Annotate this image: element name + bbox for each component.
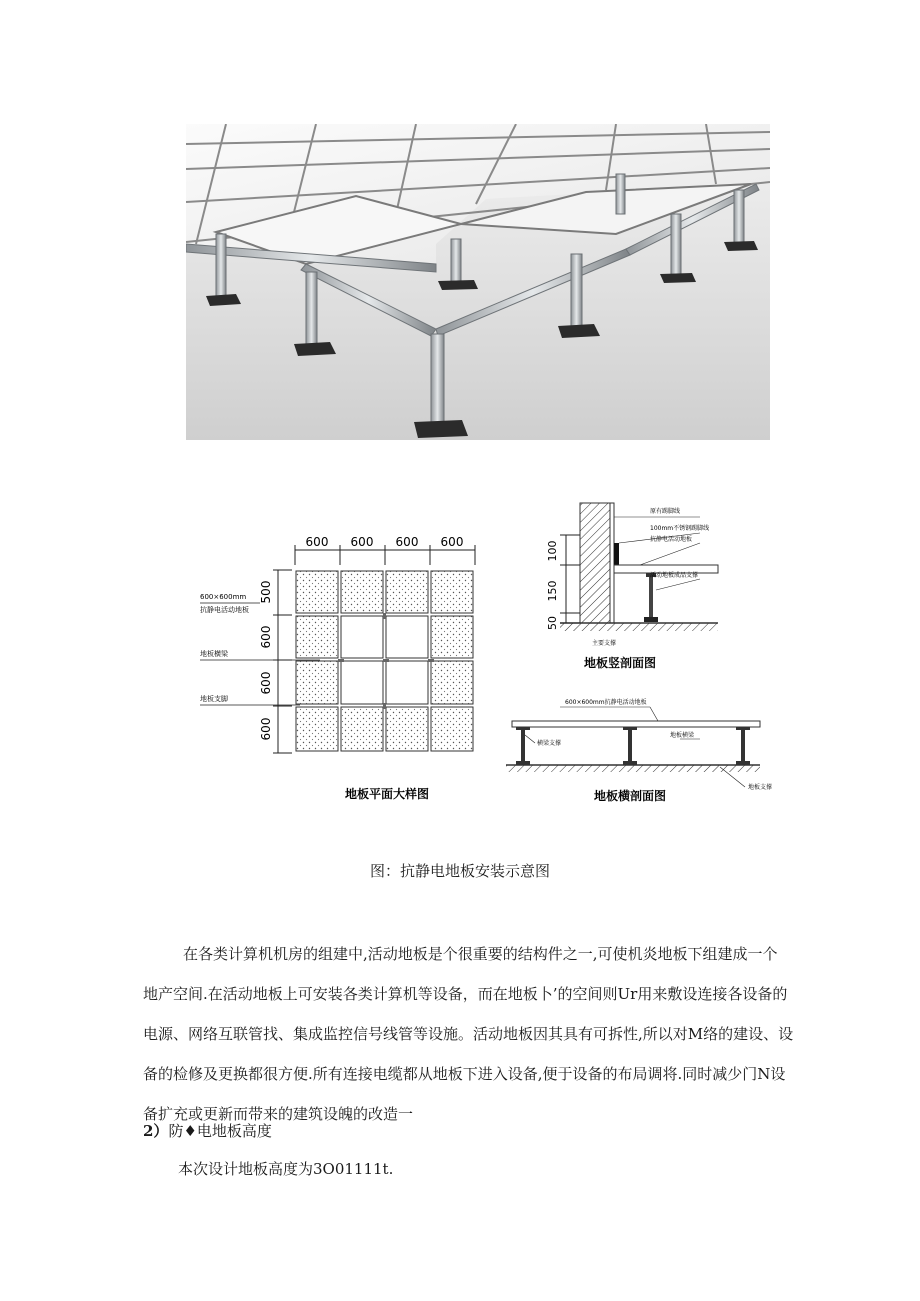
plan-callout-size: 600×600mm	[200, 593, 247, 601]
plan-view	[200, 535, 475, 801]
plan-left-dim: 600	[259, 671, 273, 695]
vertical-section-title: 地板竖剖面图	[583, 656, 657, 670]
plan-callout-beam: 地板横梁	[200, 650, 228, 658]
vsec-dim: 150	[546, 580, 559, 602]
section-number: 2）	[143, 1122, 169, 1140]
plan-left-dim: 600	[259, 625, 273, 649]
plan-top-dim: 600	[440, 535, 464, 549]
paragraph-line: 地产空间.在活动地板上可安装各类计算机等设备，而在地板卜’的空间则Ur用来敷设连接各设备的	[143, 985, 788, 1003]
paragraph-line: 在各类计算机机房的组建中,活动地板是个很重要的结构件之一,可使机炎地板下组建成一个	[183, 945, 778, 963]
plan-top-dim: 600	[395, 535, 419, 549]
plan-callout-leg: 地板支脚	[200, 695, 228, 703]
vsec-callout: 抗静电活动地板	[650, 536, 693, 543]
hsec-callout: 横梁支撑	[537, 740, 562, 747]
body-paragraph	[143, 934, 815, 1134]
installation-drawing	[200, 495, 780, 815]
plan-left-dim: 600	[259, 717, 273, 741]
horizontal-section-title: 地板横剖面图	[593, 789, 667, 803]
plan-callout-panel: 抗静电活动地板	[200, 606, 249, 614]
paragraph-line: 备扩充或更新而带来的建筑设魄的改造一	[143, 1105, 414, 1123]
vsec-callout: 活动地板成品支撑	[650, 572, 699, 579]
raised-floor-photo	[186, 124, 770, 440]
vsec-callout: 原有踢脚线	[650, 508, 681, 515]
hsec-callout: 地板支撑	[748, 784, 773, 791]
vertical-section	[546, 503, 718, 670]
paragraph-line: 电源、网络互联管找、集成监控信号线管等设施。活动地板因其具有可拆性,所以对M络的建设、设	[143, 1025, 794, 1043]
horizontal-section	[506, 698, 772, 803]
vsec-dim: 50	[546, 616, 559, 630]
vsec-floor-label: 主要支撑	[592, 640, 617, 647]
vsec-callout: 100mm不锈钢踢脚线	[650, 525, 710, 532]
section-heading	[143, 1120, 272, 1141]
hsec-callout: 600×600mm抗静电活动地板	[565, 699, 647, 706]
vsec-dim: 100	[546, 540, 559, 562]
figure-caption: 图：抗静电地板安装示意图	[369, 862, 550, 880]
section-title: 防♦电地板高度	[168, 1122, 272, 1140]
plan-left-dim: 500	[259, 580, 273, 604]
hsec-callout: 地板横梁	[670, 732, 695, 739]
plan-view-title: 地板平面大样图	[344, 787, 430, 801]
paragraph-line: 备的检修及更换都很方便.所有连接电缆都从地板下进入设备,便于设备的布局调将.同时减少门N设	[143, 1065, 786, 1083]
floor-height-text: 本次设计地板高度为3O01111t.	[178, 1160, 394, 1178]
plan-top-dim: 600	[305, 535, 329, 549]
plan-top-dim: 600	[350, 535, 374, 549]
